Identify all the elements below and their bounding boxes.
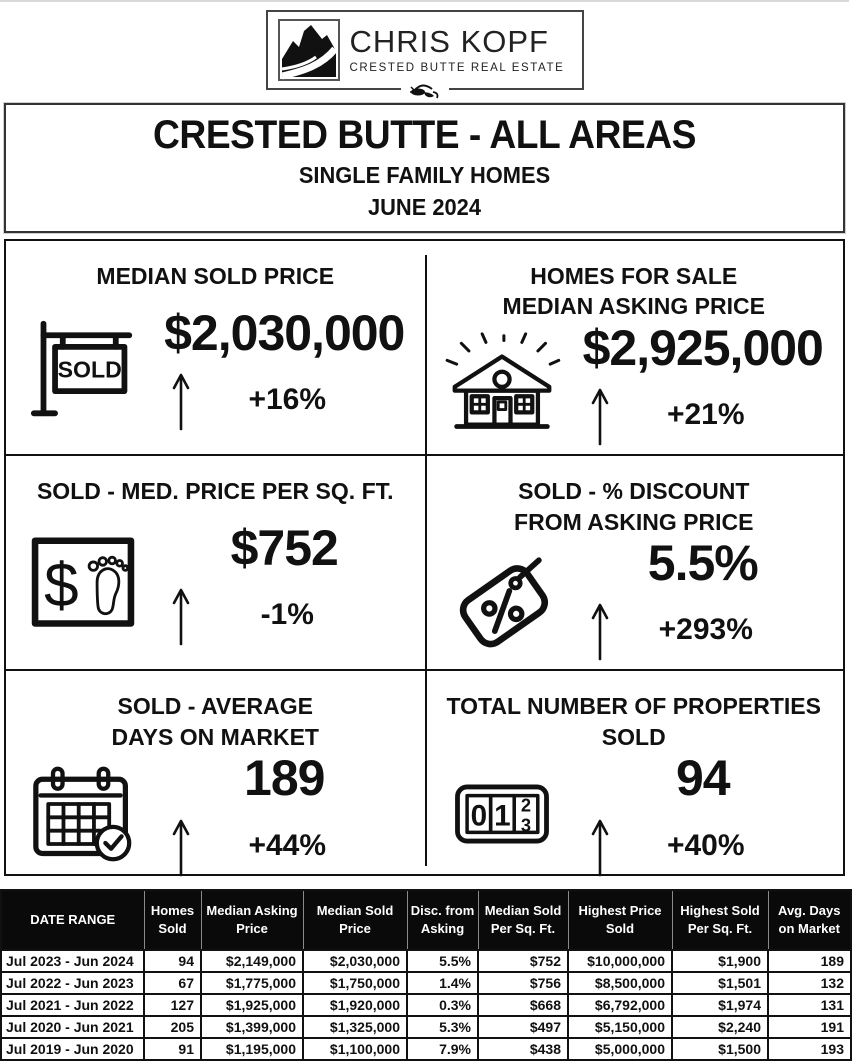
column-header-homes-sold: Homes Sold [144, 890, 201, 950]
report-title: CRESTED BUTTE - ALL AREAS [153, 113, 696, 157]
brand-tagline: CRESTED BUTTE REAL ESTATE [349, 61, 565, 74]
column-header-date-range: DATE RANGE [1, 890, 144, 950]
table-cell: 1.4% [407, 972, 478, 994]
table-cell: $5,000,000 [568, 1038, 672, 1060]
panel-median-sold-price [6, 241, 425, 456]
table-cell: $668 [478, 994, 568, 1016]
table-cell: 131 [768, 994, 851, 1016]
panel-title: SOLD - MED. PRICE PER SQ. FT. [36, 478, 394, 505]
column-header-disc-from-asking: Disc. from Asking [407, 890, 478, 950]
table-cell: 189 [768, 950, 851, 972]
table-row [1, 972, 851, 994]
table-row [1, 1016, 851, 1038]
table-cell: 94 [144, 950, 201, 972]
table-cell: 91 [144, 1038, 201, 1060]
stat-value: $752 [230, 519, 338, 576]
table-cell: 205 [144, 1016, 201, 1038]
table-row [1, 950, 851, 972]
mountain-river-logo-icon [278, 19, 340, 81]
brand-name: CHRIS KOPF [349, 24, 549, 60]
stat-value: $2,030,000 [164, 304, 405, 361]
vertical-divider [425, 255, 427, 866]
stat-value: 189 [244, 750, 325, 807]
table-cell: $1,900 [672, 950, 768, 972]
up-arrow-icon [571, 601, 629, 661]
panel-title: MEDIAN SOLD PRICE [96, 263, 335, 289]
column-header-median-sold-price: Median Sold Price [303, 890, 407, 950]
table-cell: $756 [478, 972, 568, 994]
svg-text:3: 3 [520, 814, 531, 836]
table-header-row [1, 890, 851, 950]
column-header-highest-sold-per-sqft: Highest Sold Per Sq. Ft. [672, 890, 768, 950]
table-cell: $2,240 [672, 1016, 768, 1038]
dollar-footprint-icon [14, 537, 152, 631]
table-cell: 67 [144, 972, 201, 994]
brand-text [350, 26, 565, 74]
report-subtitle-property-type: SINGLE FAMILY HOMES [298, 162, 551, 188]
table-cell: $1,500 [672, 1038, 768, 1060]
table-cell: $1,974 [672, 994, 768, 1016]
column-header-avg-days-on-market: Avg. Days on Market [768, 890, 851, 950]
panel-sold-median-price-per-sqft [6, 456, 425, 671]
stat-change: -1% [260, 598, 314, 632]
table-cell: 0.3% [407, 994, 478, 1016]
table-cell: 127 [144, 994, 201, 1016]
table-cell: Jul 2019 - Jun 2020 [1, 1038, 144, 1060]
panel-total-properties-sold [425, 671, 844, 884]
table-cell: $6,792,000 [568, 994, 672, 1016]
panel-homes-for-sale-median-asking-price [425, 241, 844, 456]
table-cell: 191 [768, 1016, 851, 1038]
up-arrow-icon [152, 817, 210, 877]
up-arrow-icon [152, 586, 210, 646]
column-header-median-asking-price: Median Asking Price [201, 890, 303, 950]
history-table [0, 889, 852, 1061]
stat-value: 94 [675, 750, 730, 807]
counter-icon [433, 783, 571, 845]
report-title-box [4, 103, 845, 233]
table-cell: Jul 2021 - Jun 2022 [1, 994, 144, 1016]
table-cell: 7.9% [407, 1038, 478, 1060]
table-cell: 132 [768, 972, 851, 994]
table-cell: $752 [478, 950, 568, 972]
table-cell: $1,925,000 [201, 994, 303, 1016]
stat-value: $2,925,000 [582, 319, 823, 376]
table-cell: $2,149,000 [201, 950, 303, 972]
panel-sold-discount-from-asking [425, 456, 844, 671]
brand-logo-box [266, 10, 584, 90]
table-cell: $10,000,000 [568, 950, 672, 972]
stat-change: +44% [248, 828, 327, 862]
svg-text:1: 1 [493, 799, 511, 833]
column-header-highest-price-sold: Highest Price Sold [568, 890, 672, 950]
calendar-check-icon [14, 764, 152, 864]
table-cell: $2,030,000 [303, 950, 407, 972]
table-cell: $1,195,000 [201, 1038, 303, 1060]
svg-text:SOLD: SOLD [57, 356, 122, 383]
svg-text:2: 2 [520, 794, 531, 816]
column-header-median-sold-per-sqft: Median Sold Per Sq. Ft. [478, 890, 568, 950]
table-cell: $1,325,000 [303, 1016, 407, 1038]
stat-value: 5.5% [647, 534, 758, 591]
up-arrow-icon [571, 386, 629, 446]
table-cell: 193 [768, 1038, 851, 1060]
panel-sold-average-days-on-market [6, 671, 425, 884]
svg-text:$: $ [44, 551, 79, 621]
stat-change: +40% [666, 828, 745, 862]
house-icon [433, 332, 571, 436]
table-cell: $497 [478, 1016, 568, 1038]
panel-title: HOMES FOR SALE MEDIAN ASKING PRICE [502, 263, 765, 320]
up-arrow-icon [571, 817, 629, 877]
table-cell: 5.5% [407, 950, 478, 972]
up-arrow-icon [152, 371, 210, 431]
table-cell: $1,501 [672, 972, 768, 994]
table-cell: $1,399,000 [201, 1016, 303, 1038]
table-cell: $438 [478, 1038, 568, 1060]
table-cell: $1,750,000 [303, 972, 407, 994]
table-cell: 5.3% [407, 1016, 478, 1038]
report-subtitle-month: JUNE 2024 [368, 194, 481, 220]
table-cell: Jul 2023 - Jun 2024 [1, 950, 144, 972]
price-tag-icon [433, 547, 571, 651]
panel-title: TOTAL NUMBER OF PROPERTIES SOLD [446, 693, 821, 750]
stat-change: +21% [666, 398, 745, 432]
table-cell: $1,920,000 [303, 994, 407, 1016]
svg-text:0: 0 [470, 799, 487, 833]
table-cell: $1,100,000 [303, 1038, 407, 1060]
stat-change: +16% [248, 383, 327, 417]
stats-grid [4, 239, 845, 876]
panel-title: SOLD - % DISCOUNT FROM ASKING PRICE [514, 478, 754, 535]
table-row [1, 994, 851, 1016]
stat-change: +293% [658, 613, 753, 647]
fishing-fly-icon [401, 83, 449, 99]
table-row [1, 1038, 851, 1060]
table-cell: Jul 2020 - Jun 2021 [1, 1016, 144, 1038]
table-cell: Jul 2022 - Jun 2023 [1, 972, 144, 994]
panel-title: SOLD - AVERAGE DAYS ON MARKET [111, 693, 319, 750]
sold-sign-icon [14, 316, 152, 422]
table-cell: $1,775,000 [201, 972, 303, 994]
table-cell: $5,150,000 [568, 1016, 672, 1038]
table-cell: $8,500,000 [568, 972, 672, 994]
